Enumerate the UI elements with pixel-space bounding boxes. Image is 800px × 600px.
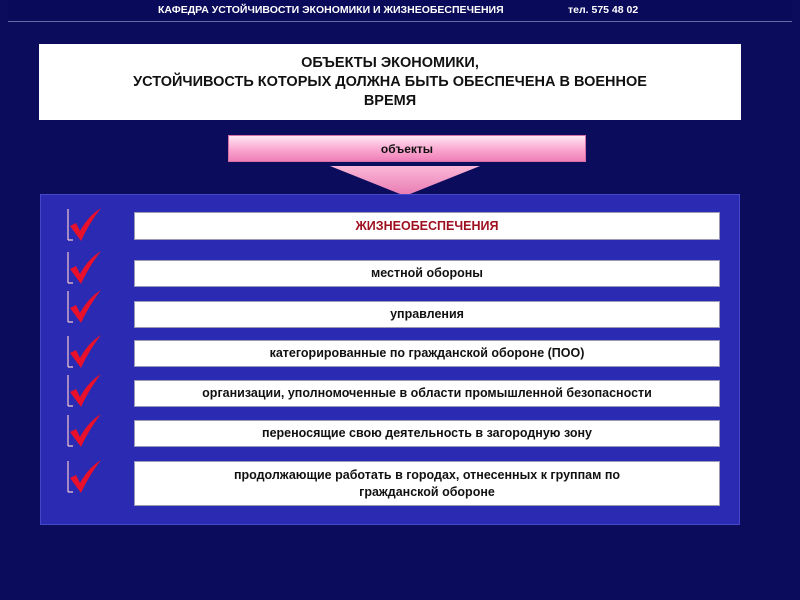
red-checkmark-icon [64, 206, 104, 244]
list-item-relocating [134, 420, 720, 447]
department-name: КАФЕДРА УСТОЙЧИВОСТИ ЭКОНОМИКИ И ЖИЗНЕОБЕСПЕЧЕНИЯ [158, 4, 504, 16]
list-item-label-line-2: гражданской обороне [359, 484, 495, 499]
list-item-life-support [134, 212, 720, 240]
list-item-label: управления [390, 307, 464, 321]
red-checkmark-icon [64, 458, 104, 496]
list-item-industrial-safety [134, 380, 720, 407]
red-checkmark-icon [64, 249, 104, 287]
list-item-label: организации, уполномоченные в области промышленной безопасности [202, 386, 652, 400]
red-checkmark-icon [64, 288, 104, 326]
list-item-continuing [134, 461, 720, 506]
list-item-local-defense [134, 260, 720, 287]
header-bar [8, 0, 792, 22]
title-line-1: ОБЪЕКТЫ ЭКОНОМИКИ, [301, 54, 479, 71]
list-item-categorized [134, 340, 720, 367]
phone-number: тел. 575 48 02 [568, 4, 639, 16]
list-item-label: категорированные по гражданской обороне (ПОО) [269, 346, 585, 360]
down-arrow-icon [330, 162, 480, 196]
red-checkmark-icon [64, 372, 104, 410]
red-checkmark-icon [64, 412, 104, 450]
objects-label: объекты [380, 141, 434, 156]
title-line-3: ВРЕМЯ [363, 92, 417, 109]
title-line-2: УСТОЙЧИВОСТЬ КОТОРЫХ ДОЛЖНА БЫТЬ ОБЕСПЕЧЕНА В ВОЕННОЕ [133, 73, 647, 90]
list-item-label: ЖИЗНЕОБЕСПЕЧЕНИЯ [355, 218, 499, 233]
list-item-management [134, 301, 720, 328]
list-item-label: местной обороны [371, 266, 483, 280]
objects-label-bar [228, 135, 586, 162]
list-item-label: переносящие свою деятельность в загородную зону [262, 426, 592, 440]
page-title [39, 44, 741, 120]
list-item-label-line-1: продолжающие работать в городах, отнесенных к группам по [233, 467, 621, 482]
red-checkmark-icon [64, 333, 104, 371]
